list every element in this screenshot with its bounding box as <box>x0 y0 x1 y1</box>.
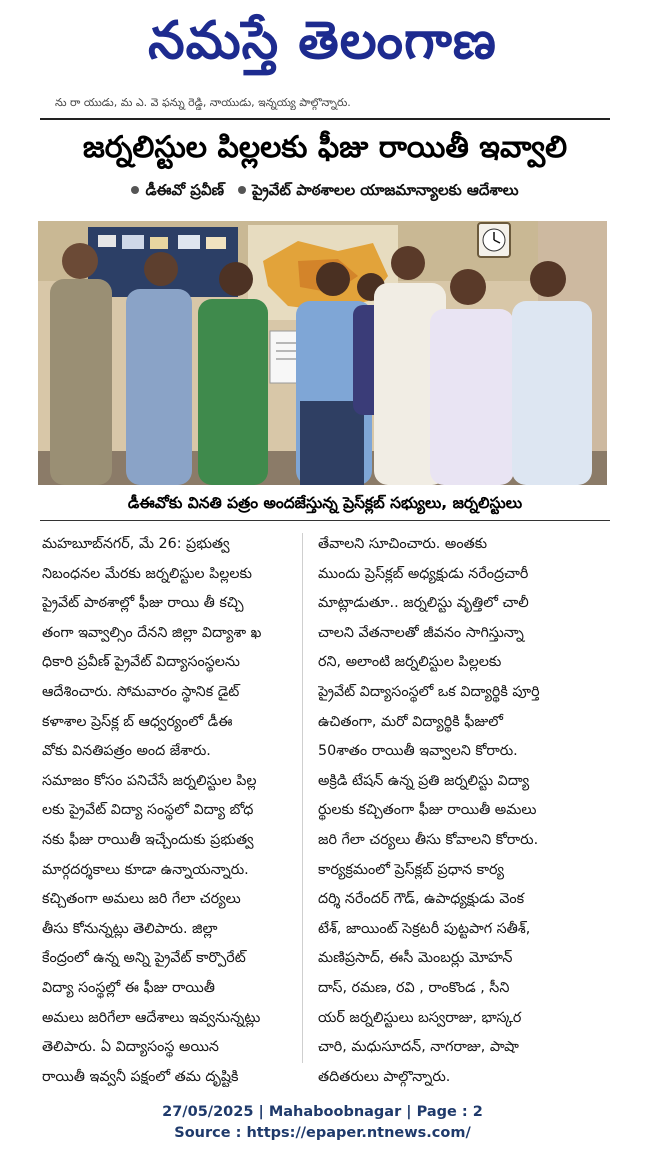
photo-caption: డీఈవోకు వినతి పత్రం అందజేస్తున్న ప్రెస్‌క్లబ్ సభ్యులు, జర్నలిస్టులు <box>127 494 523 512</box>
article-text-line: చాలని వేతనాలతో జీవనం సాగిస్తున్నా <box>318 624 524 641</box>
article-text-line: దర్శి నరేందర్ గౌడ్, ఉపాధ్యక్షుడు వెంక <box>318 891 525 908</box>
page-footer <box>0 1102 645 1144</box>
article-text-line: వోకు వినతిపత్రం అంద జేశారు. <box>42 743 211 760</box>
article-text-line: తదితరులు పాల్గొన్నారు. <box>318 1068 451 1085</box>
article-subheads <box>40 178 610 202</box>
article-text-line: యర్ జర్నలిస్టులు బస్వరాజు, భాస్కర <box>318 1009 522 1026</box>
column-divider <box>302 533 303 1063</box>
article-column-left <box>42 530 310 1092</box>
article-text-line: 50శాతం రాయితీ ఇవ్వాలని కోరారు. <box>318 743 518 760</box>
article-text-line: అమలు జరిగేలా ఆదేశాలు ఇవ్వనున్నట్లు <box>42 1009 261 1026</box>
article-text-line: మార్గదర్శకాలు కూడా ఉన్నాయన్నారు. <box>42 861 249 878</box>
article-text-line: విద్యా సంస్థల్లో ఈ ఫీజు రాయితీ <box>42 979 215 996</box>
masthead-title: నమస్తే తెలంగాణ <box>148 11 497 71</box>
article-text-line: మణిప్రసాద్, ఈసీ మెంబర్లు మోహన్ <box>318 950 513 967</box>
article-text-line: కచ్చితంగా అమలు జరి గేలా చర్యలు <box>42 891 241 908</box>
article-text-line: కార్యక్రమంలో ప్రెస్‌క్లబ్ ప్రధాన కార్య <box>318 861 505 878</box>
article-text-line: టేశ్, జాయింట్ సెక్రటరీ పుట్టపాగ సతీశ్, <box>318 920 531 937</box>
article-text-line: ముందు ప్రెస్‌క్లబ్ అధ్యక్షుడు నరేంద్రచారీ <box>318 565 529 582</box>
article-column-right <box>318 530 586 1092</box>
article-text-line: రని, అలాంటి జర్నలిస్టుల పిల్లలకు <box>318 654 502 671</box>
article-text-line: సమాజం కోసం పనిచేసే జర్నలిస్టుల పిల్ల <box>42 772 257 789</box>
article-text-line: అక్రిడి టేషన్ ఉన్న ప్రతి జర్నలిస్టు విద్యా <box>318 772 530 789</box>
news-photo <box>38 221 607 485</box>
footer-source: Source : https://epaper.ntnews.com/ <box>174 1125 471 1141</box>
article-text-line: కళాశాల ప్రెస్‌క్ల బ్ ఆధ్వర్యంలో డీఈ <box>42 713 233 730</box>
article-headline: జర్నలిస్టుల పిల్లలకు ఫీజు రాయితీ ఇవ్వాలి <box>82 130 568 165</box>
article-text-line: తేవాలని సూచించారు. అంతకు <box>318 536 488 552</box>
masthead <box>0 0 645 92</box>
article-text-line: కేంద్రంలో ఉన్న అన్ని ప్రైవేట్ కార్పొరేట్ <box>42 950 246 967</box>
article-text-line: తీసు కోనున్నట్లు తెలిపారు. జిల్లా <box>42 920 218 937</box>
article-text-line: జరి గేలా చర్యలు తీసు కోవాలని కోరారు. <box>318 831 539 848</box>
subhead-2: ప్రైవేట్ పాఠశాలల యాజమాన్యాలకు ఆదేశాలు <box>252 181 519 199</box>
bullet-icon <box>131 186 139 194</box>
article-text-line: రాయితీ ఇవ్వనీ పక్షంలో తమ దృష్టికి <box>42 1068 239 1085</box>
subhead-1: డీఈవో ప్రవీణ్ <box>145 181 225 199</box>
previous-article-cutoff-line: ను రా యుడు, మ ఎ. వె ఫన్ను రెడ్డి, నాయుడు, ఇన్నయ్య పాల్గొన్నారు. <box>55 96 351 109</box>
article-text-line: తెలిపారు. ఏ విద్యాసంస్థ అయిన <box>42 1039 219 1056</box>
article-text-line: దాస్, రమణ, రవి , రాంకొండ , సీని <box>318 979 510 996</box>
bullet-icon <box>238 186 246 194</box>
footer-dateline: 27/05/2025 | Mahaboobnagar | Page : 2 <box>162 1104 483 1120</box>
article-text-line: మాట్లాడుతూ.. జర్నలిస్టు వృత్తిలో చాలీ <box>318 595 529 612</box>
article-text-line: నకు ఫీజు రాయితీ ఇచ్చేందుకు ప్రభుత్వ <box>42 831 254 848</box>
article-text-line: ఆదేశించారు. సోమవారం స్థానిక డైట్ <box>42 683 240 700</box>
article-text-line: మహబూబ్‌నగర్, మే 26: ప్రభుత్వ <box>42 536 230 552</box>
caption-rule <box>40 520 610 521</box>
article-text-line: ప్రైవేట్ పాఠశాల్లో ఫీజు రాయి తీ కచ్చి <box>42 595 244 612</box>
article-text-line: ర్థులకు కచ్చితంగా ఫీజు రాయితీ అమలు <box>318 802 537 819</box>
article-text-line: నిబంధనల మేరకు జర్నలిస్టుల పిల్లలకు <box>42 565 252 582</box>
article-text-line: ధికారి ప్రవీణ్ ప్రైవేట్ విద్యాసంస్థలను <box>42 654 240 671</box>
headline-rule <box>40 118 610 120</box>
article-text-line: చారి, మధుసూదన్, నాగరాజు, పాషా <box>318 1039 519 1056</box>
article-text-line: ప్రైవేట్ విద్యాసంస్థలో ఒక విద్యార్థికి పూర్తి <box>318 683 540 700</box>
article-text-line: లకు ప్రైవేట్ విద్యా సంస్థలో విద్యా బోధ <box>42 802 254 819</box>
article-text-line: తంగా ఇవ్వాల్సిం దేనని జిల్లా విద్యాశా ఖ <box>42 624 262 641</box>
article-text-line: ఉచితంగా, మరో విద్యార్థికి ఫీజులో <box>318 713 503 730</box>
